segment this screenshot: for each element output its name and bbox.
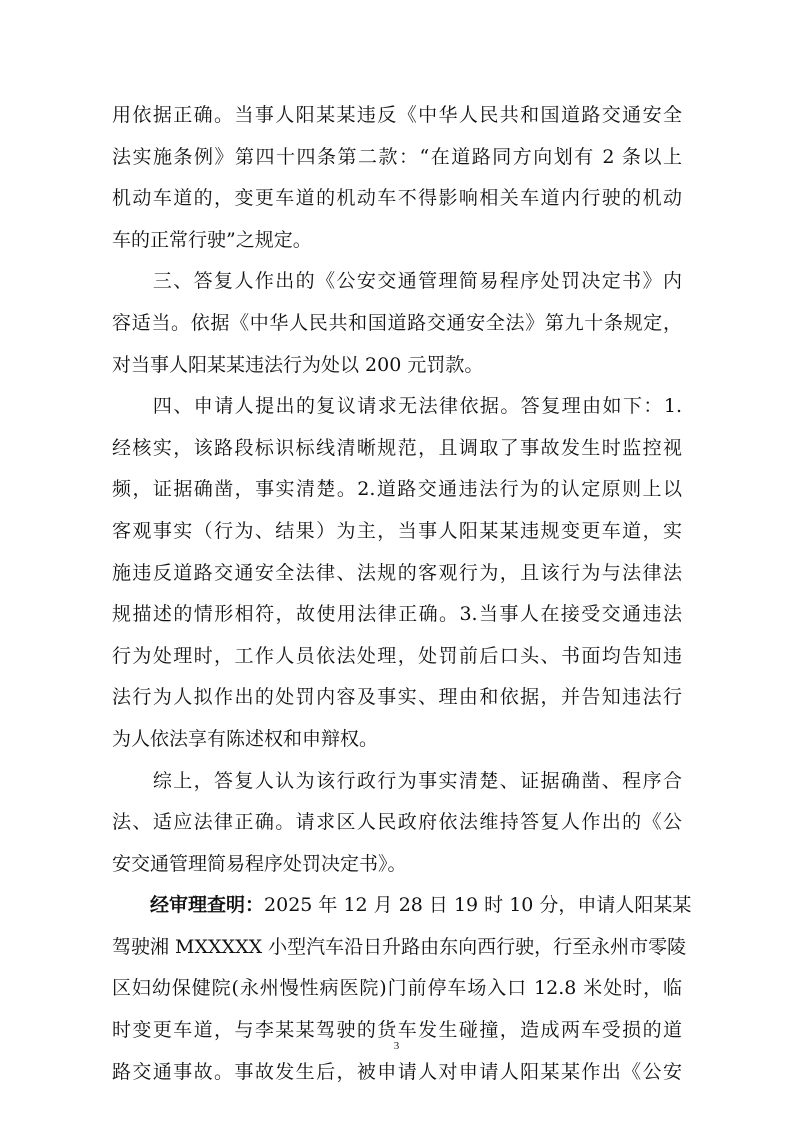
findings-line [112, 885, 692, 927]
text-line: 规描述的情形相符，故使用法律正确。3.当事人在接受交通违法 [112, 603, 682, 626]
findings-label: 经审理查明： [112, 894, 265, 917]
text-line: 时变更车道，与李某某驾驶的货车发生碰撞，造成两车受损的道 [112, 1019, 682, 1042]
text-line: 驾驶湘 MXXXXX 小型汽车沿日升路由东向西行驶，行至永州市零陵 [112, 935, 687, 958]
text-line: 客观事实（行为、结果）为主，当事人阳某某违规变更车道，实 [112, 519, 682, 542]
summary-line: 综上，答复人认为该行政行为事实清楚、证据确凿、程序合 [112, 769, 682, 792]
findings-text: 2025 年 12 月 28 日 19 时 10 分，申请人阳某某 [264, 894, 692, 917]
text-line: 容适当。依据《中华人民共和国道路交通安全法》第九十条规定， [112, 311, 682, 334]
text-line: 为人依法享有陈述权和申辩权。 [112, 727, 379, 750]
text-line: 经核实，该路段标识标线清晰规范，且调取了事故发生时监控视 [112, 436, 682, 459]
text-line: 对当事人阳某某违法行为处以 200 元罚款。 [112, 353, 484, 376]
page-number: 3 [393, 1040, 400, 1052]
text-line: 施违反道路交通安全法律、法规的客观行为，且该行为与法律法 [112, 561, 682, 584]
text-line: 法行为人拟作出的处罚内容及事实、理由和依据，并告知违法行 [112, 686, 682, 709]
text-line: 车的正常行驶”之规定。 [112, 228, 312, 251]
text-line: 频，证据确凿，事实清楚。2.道路交通违法行为的认定原则上以 [112, 478, 682, 501]
text-line: 安交通管理简易程序处罚决定书》。 [112, 852, 407, 875]
text-line: 机动车道的，变更车道的机动车不得影响相关车道内行驶的机动 [112, 187, 682, 210]
paragraph-four-heading-line: 四、申请人提出的复议请求无法律依据。答复理由如下：1. [112, 395, 682, 418]
text-line: 行为处理时，工作人员依法处理，处罚前后口头、书面均告知违 [112, 644, 682, 667]
text-line: 路交通事故。事故发生后，被申请人对申请人阳某某作出《公安 [112, 1060, 682, 1083]
text-line: 法实施条例》第四十四条第二款：“在道路同方向划有 2 条以上 [112, 145, 682, 168]
text-line: 用依据正确。当事人阳某某违反《中华人民共和国道路交通安全 [112, 104, 682, 126]
paragraph-three-heading-line: 三、答复人作出的《公安交通管理简易程序处罚决定书》内 [112, 270, 682, 293]
document-body [112, 95, 692, 1093]
text-line: 区妇幼保健院(永州慢性病医院)门前停车场入口 12.8 米处时，临 [112, 977, 682, 1000]
text-line: 法、适应法律正确。请求区人民政府依法维持答复人作出的《公 [112, 811, 682, 834]
